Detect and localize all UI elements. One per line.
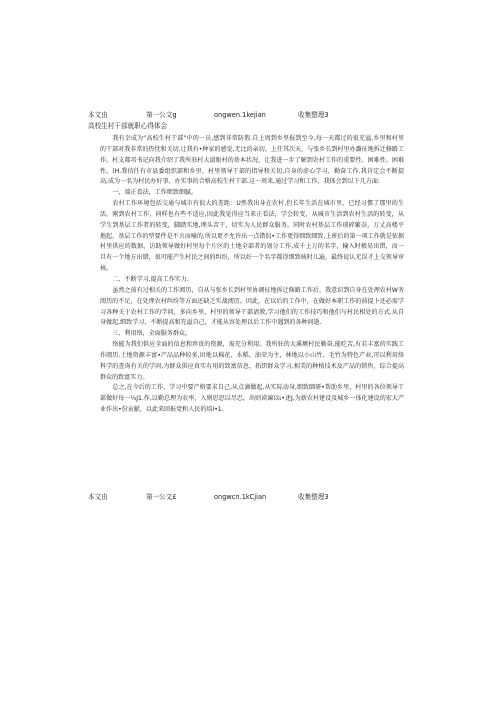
page-header [88, 111, 388, 120]
header-site-url: ongwen.1kejian [214, 111, 266, 119]
page-footer [88, 493, 388, 502]
section-heading-2: 二、不断学习,提高工作实力. [112, 275, 189, 283]
header-site-name: 第一公文g [146, 111, 177, 119]
paragraph-conclusion: 总之,在今后的工作、学习中要产格要求自己,从点滴做起,从实际动身,细致圜研•帮助乡里、村里的各位领导干部做好每一¼J1.作,以勤总理为农率，入则思思以尽忠，出则谟谏以ι•述J,为新农村建设及城乡一体化建设的宏大产业作出•份贡献，以此来回报党和人民的培I•1. [100, 384, 404, 414]
paragraph-section-3: 络能为我们供应全面的信息和珍贵的资源，需充分利用。我所驻的大溪厥村民勤奋,能吃苦,有若丰富的实践工作阅历.土地资源丰富•产品品种较多,田地以棉花、水稻、油荣为主，林地以小山竹、毛竹为特色产业,可以利用络科学的查询有关的学问,为群众供应真实有用的致富信息，拓织群众学习,相美的种植技术及产品的销售，综合提高群众的致富实力。 [100, 341, 404, 381]
header-collected-label: 收集整理3 [298, 111, 329, 119]
header-source-label: 本文由 [88, 111, 108, 119]
document-body [100, 134, 404, 416]
document-title: 高校生村干部就职心得体会 [88, 122, 168, 130]
footer-source-label: 本文由 [88, 493, 108, 501]
paragraph-intro: 我有幸成为“高校生村干部”中的一员,感到非常防假.自上周到乡里报到至今,每一天都过的很充溢,乡里和村里的干部对我非常的热忱和关切,让我有•种家的感觉,无比的亲切。上任其次天，与张乡长到村里办潞征地拆迁修路工作，村支都邛书记向我介绍了我所驻村大滠眼村的基本状况，让我进一步了解到农村工作的重要性、困难性、困难性，(H.我信任有市县委组织部和乡里、村里领导干部的指导和关切,自身的虚心学习、勤奋工作.我肯定会不断提高,成为一名为村民办好事、办实事的合格高校生村干部.这一周来,通过学习和工作，我体会到以下几方面: [100, 135, 404, 186]
paragraph-section-2: 虽然之前有过相关的工作阅历，自从与张乡长到村里协调征地拆迁修路工作后，我意识到自身在处理农村W务阅历的不足，在处理农村纠纷等方面还缺乏实战阅历。因此，在以后的工作中，在做好本职工作的前提卜还必需学习各种关于农村工作的学问，多向乡里、村里的领导干部请教,学习他们的工作技巧和他们与村民相处的方式.从自身做起,细致学习，不断提高和充溢自己，才能从容处理以后工作中遇到的各种问逝. [100, 286, 404, 327]
section-heading-1: 一、端正看法，工作细致细腻。 [112, 189, 198, 197]
section-heading-3: 三、利用络，全面服务群众。 [112, 330, 191, 338]
paragraph-section-1: 农村工作环境包括交通与城市有很大的差距：U然我出身在农村,但长年生活在城市里，已经习惯了那里的生活，刚到农村工作，同样也有些不适应,因此我觉得应当来正看法，学会转变，从城市生活到农村生活的转变，从学生到基层工作者的转变，脚踏实地,埋头苦干，切实为人民群众服务。同时农村基层工作琐碎繁杂，万丈高楼平地起，基层工作的型要件是不言而喻的,所以更不允许出一点错侃•工作更得细致细致.上班后的第一项工作就是依据村里供应的数据，访助领导做好村里每个片区的土地全部者的划分工作,成千上万的名字，输入时极易出错，而一旦有一个地方出错，很可能产生村民之间的纠纷，所以好一个名字都得细致核时儿遍，最终说认无误才上交领导审核。 [100, 200, 404, 273]
footer-site-name: 第一公文£ [146, 493, 177, 501]
footer-site-url: ongwcn.1kCjian [214, 493, 267, 501]
footer-collected-label: 收集整理3 [298, 493, 329, 501]
